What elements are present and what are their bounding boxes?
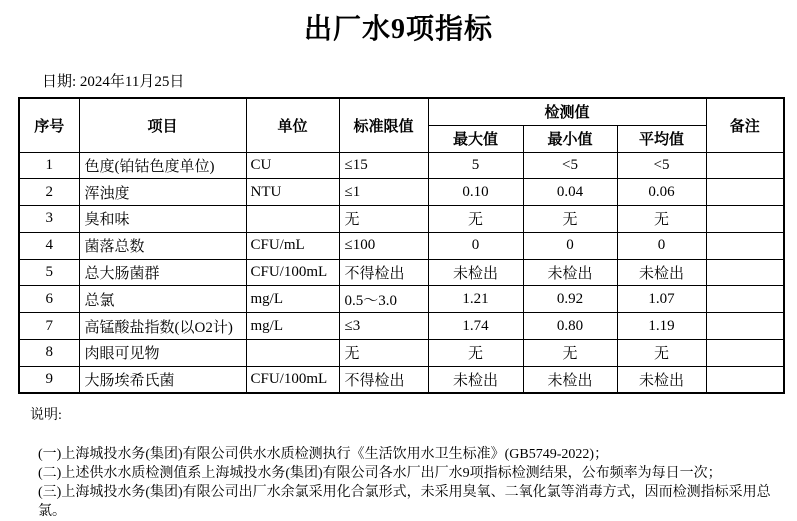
table-row <box>19 232 784 259</box>
unit-cell: mg/L <box>246 313 339 340</box>
table-row <box>19 340 784 367</box>
col-header-max: 最大值 <box>428 125 523 152</box>
unit-cell: CFU/mL <box>246 232 339 259</box>
header-row-top <box>19 98 784 125</box>
col-header-unit: 单位 <box>246 98 339 152</box>
row-index-cell: 4 <box>19 232 79 259</box>
table-row <box>19 366 784 393</box>
unit-cell: CFU/100mL <box>246 366 339 393</box>
row-index-cell: 9 <box>19 366 79 393</box>
limit-cell: ≤100 <box>339 232 428 259</box>
col-header-index: 序号 <box>19 98 79 152</box>
notes-label: 说明: <box>30 408 62 424</box>
item-cell: 大肠埃希氏菌 <box>79 366 246 393</box>
note-line: (三)上海城投水务(集团)有限公司出厂水余氯采用化合氯形式，未采用臭氧、二氧化氯等消毒方式，因而检测指标采用总氯。 <box>38 485 771 520</box>
note-line: (一)上海城投水务(集团)有限公司供水水质检测执行《生活饮用水卫生标准》(GB5749-2022)； <box>38 447 609 463</box>
row-index-cell: 7 <box>19 313 79 340</box>
max-value-cell: 1.74 <box>428 313 523 340</box>
item-cell: 菌落总数 <box>79 232 246 259</box>
unit-cell: NTU <box>246 179 339 206</box>
limit-cell: 不得检出 <box>339 259 428 286</box>
remark-cell <box>706 179 784 206</box>
item-cell: 浑浊度 <box>79 179 246 206</box>
min-value-cell: 0.92 <box>523 286 617 313</box>
max-value-cell: 5 <box>428 152 523 179</box>
min-value-cell: 未检出 <box>523 366 617 393</box>
remark-cell <box>706 286 784 313</box>
limit-cell: 不得检出 <box>339 366 428 393</box>
indicators-table <box>18 97 785 394</box>
page-title: 出厂水9项指标 <box>303 14 493 45</box>
col-header-avg: 平均值 <box>617 125 706 152</box>
max-value-cell: 0 <box>428 232 523 259</box>
avg-value-cell: 未检出 <box>617 366 706 393</box>
avg-value-cell: <5 <box>617 152 706 179</box>
limit-cell: 无 <box>339 340 428 367</box>
row-index-cell: 6 <box>19 286 79 313</box>
max-value-cell: 未检出 <box>428 366 523 393</box>
min-value-cell: 0.04 <box>523 179 617 206</box>
item-cell: 总大肠菌群 <box>79 259 246 286</box>
table-row <box>19 206 784 233</box>
limit-cell: ≤3 <box>339 313 428 340</box>
unit-cell: CU <box>246 152 339 179</box>
unit-cell: mg/L <box>246 286 339 313</box>
table-row <box>19 313 784 340</box>
item-cell: 总氯 <box>79 286 246 313</box>
remark-cell <box>706 366 784 393</box>
remark-cell <box>706 152 784 179</box>
avg-value-cell: 未检出 <box>617 259 706 286</box>
limit-cell: 0.5～3.0 <box>339 286 428 313</box>
avg-value-cell: 无 <box>617 340 706 367</box>
row-index-cell: 2 <box>19 179 79 206</box>
unit-cell: CFU/100mL <box>246 259 339 286</box>
min-value-cell: 0.80 <box>523 313 617 340</box>
row-index-cell: 3 <box>19 206 79 233</box>
item-cell: 肉眼可见物 <box>79 340 246 367</box>
item-cell: 臭和味 <box>79 206 246 233</box>
limit-cell: 无 <box>339 206 428 233</box>
min-value-cell: 无 <box>523 206 617 233</box>
notes-section <box>30 404 797 521</box>
table-row <box>19 152 784 179</box>
limit-cell: ≤1 <box>339 179 428 206</box>
item-cell: 色度(铂钴色度单位) <box>79 152 246 179</box>
min-value-cell: 0 <box>523 232 617 259</box>
row-index-cell: 5 <box>19 259 79 286</box>
col-header-item: 项目 <box>79 98 246 152</box>
remark-cell <box>706 340 784 367</box>
report-date: 日期: 2024年11月25日 <box>42 74 185 90</box>
min-value-cell: 未检出 <box>523 259 617 286</box>
max-value-cell: 无 <box>428 340 523 367</box>
remark-cell <box>706 232 784 259</box>
max-value-cell: 0.10 <box>428 179 523 206</box>
remark-cell <box>706 206 784 233</box>
item-cell: 高锰酸盐指数(以O2计) <box>79 313 246 340</box>
table-body <box>19 152 784 393</box>
min-value-cell: 无 <box>523 340 617 367</box>
limit-cell: ≤15 <box>339 152 428 179</box>
row-index-cell: 8 <box>19 340 79 367</box>
col-header-min: 最小值 <box>523 125 617 152</box>
remark-cell <box>706 259 784 286</box>
avg-value-cell: 1.19 <box>617 313 706 340</box>
avg-value-cell: 1.07 <box>617 286 706 313</box>
table-row <box>19 259 784 286</box>
row-index-cell: 1 <box>19 152 79 179</box>
unit-cell <box>246 206 339 233</box>
avg-value-cell: 无 <box>617 206 706 233</box>
col-header-remark: 备注 <box>706 98 784 152</box>
min-value-cell: <5 <box>523 152 617 179</box>
avg-value-cell: 0 <box>617 232 706 259</box>
remark-cell <box>706 313 784 340</box>
unit-cell <box>246 340 339 367</box>
max-value-cell: 未检出 <box>428 259 523 286</box>
table-row <box>19 286 784 313</box>
col-header-limit: 标准限值 <box>339 98 428 152</box>
table-header <box>19 98 784 152</box>
max-value-cell: 无 <box>428 206 523 233</box>
note-line: (二)上述供水水质检测值系上海城投水务(集团)有限公司各水厂出厂水9项指标检测结果，公布频率为每日一次； <box>38 466 722 482</box>
table-row <box>19 179 784 206</box>
col-header-detection-group: 检测值 <box>428 98 706 125</box>
avg-value-cell: 0.06 <box>617 179 706 206</box>
max-value-cell: 1.21 <box>428 286 523 313</box>
